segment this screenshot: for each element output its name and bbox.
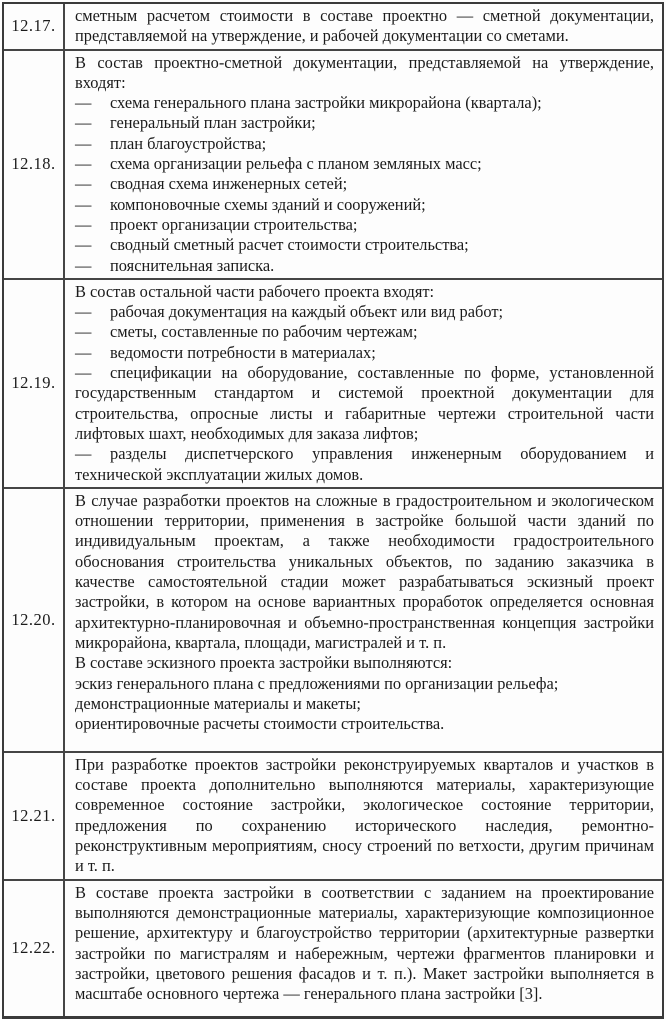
clause-content [65, 489, 662, 751]
clause-number: 12.20. [4, 489, 65, 751]
table-row [4, 487, 662, 751]
clause-number: 12.22. [4, 881, 65, 1016]
table-row [4, 4, 662, 49]
dash-marker: — [75, 113, 92, 133]
clause-number: 12.17. [4, 4, 65, 49]
dash-marker: — [75, 133, 92, 153]
dash-item-text: генеральный план застройки; [110, 113, 316, 133]
clauses-table [2, 2, 664, 1019]
clause-content [65, 753, 662, 879]
table-row [4, 751, 662, 879]
dash-list-item [75, 235, 654, 255]
dash-list-item [75, 302, 654, 322]
clause-content [65, 280, 662, 487]
dash-item-text: разделы диспетчерского управления инженерным оборудованием и технической эксплуатации жилых домов. [75, 444, 654, 484]
dash-item-text: план благоустройства; [110, 133, 267, 153]
clause-content [65, 4, 662, 49]
dash-marker: — [75, 235, 92, 255]
dash-list-item [75, 174, 654, 194]
table-row [4, 278, 662, 487]
dash-list-item [75, 256, 654, 276]
dash-marker: — [75, 214, 92, 234]
dash-list-item [75, 93, 654, 113]
paragraph: демонстрационные материалы и макеты; [75, 693, 361, 713]
table-row [4, 879, 662, 1016]
paragraph: ориентировочные расчеты стоимости строительства. [75, 714, 445, 734]
dash-item-text: схема генерального плана застройки микрорайона (квартала); [110, 93, 542, 113]
dash-item-text: проект организации строительства; [110, 214, 358, 234]
dash-list-item [75, 215, 654, 235]
clause-content [65, 881, 662, 1016]
clause-content [65, 51, 662, 278]
paragraph: При разработке проектов застройки реконструируемых кварталов и участков в составе проекта дополнительно выполняются материалы, характеризующие современное состояние застройки, экологическое состояние территории, предложения по сохранению исторического наследия, ремонтно-реконструктивным мероприятиям, сносу строений по ветхости, другим причинам и т. п. [75, 754, 654, 876]
dash-item-text: сводный сметный расчет стоимости строительства; [110, 235, 469, 255]
dash-marker: — [75, 255, 92, 275]
dash-item-text: ведомости потребности в материалах; [110, 342, 376, 362]
paragraph: В случае разработки проектов на сложные в градостроительном и экологическом отношении территории, применения в застройке большой части зданий по индивидуальным проектам, а также необходимости градостроительного обоснования строительства уникальных объектов, по заданию заказчика в качестве самостоятельной стадии может разрабатываться эскизный проект застройки, в котором на основе вариантных проработок определяется основная архитектурно-планировочная и объемно-пространственная концепция застройки микрорайона, квартала, площади, магистралей и т. п. [75, 490, 654, 652]
paragraph: эскиз генерального плана с предложениями по организации рельефа; [75, 673, 559, 693]
dash-list-item [75, 134, 654, 154]
clause-number: 12.21. [4, 753, 65, 879]
dash-item-text: сметы, составленные по рабочим чертежам; [110, 322, 418, 342]
dash-list-item [75, 195, 654, 215]
clause-number: 12.19. [4, 280, 65, 487]
dash-list-item [75, 322, 654, 342]
paragraph: В составе проекта застройки в соответствии с заданием на проектирование выполняются демонстрационные материалы, характеризующие композиционное решение, архитектуру и благоустройство территории (архитектурные развертки застройки по магистралям и набережным, чертежи фрагментов планировки и застройки, цветового решения фасадов и т. п.). Макет застройки выполняется в масштабе основного чертежа — генерального плана застройки [3]. [75, 882, 654, 1004]
dash-marker: — [75, 444, 92, 464]
paragraph: сметным расчетом стоимости в составе проектно — сметной документации, представляемой на утверждение, и рабочей документации со сметами. [75, 6, 654, 46]
dash-marker: — [75, 342, 92, 362]
dash-marker: — [75, 322, 92, 342]
dash-marker: — [75, 302, 92, 322]
dash-item-text: пояснительная записка. [110, 255, 275, 275]
table-row [4, 49, 662, 278]
dash-list-item [75, 363, 654, 444]
dash-marker: — [75, 194, 92, 214]
dash-marker: — [75, 363, 92, 383]
dash-list-item [75, 343, 654, 363]
dash-marker: — [75, 154, 92, 174]
dash-item-text: сводная схема инженерных сетей; [110, 174, 348, 194]
dash-list-item [75, 113, 654, 133]
dash-marker: — [75, 93, 92, 113]
dash-marker: — [75, 174, 92, 194]
clause-number: 12.18. [4, 51, 65, 278]
dash-item-text: рабочая документация на каждый объект или вид работ; [110, 302, 504, 322]
dash-item-text: спецификации на оборудование, составленные по форме, установленной государственным стандартом и системой проектной документации для строительства, опросные листы и габаритные чертежи строительной части лифтовых шахт, необходимых для заказа лифтов; [75, 363, 654, 443]
dash-item-text: компоновочные схемы зданий и сооружений; [110, 194, 426, 214]
dash-item-text: схема организации рельефа с планом земляных масс; [110, 154, 482, 174]
dash-list-item [75, 154, 654, 174]
paragraph: В состав остальной части рабочего проекта входят: [75, 281, 435, 301]
dash-list-item [75, 444, 654, 485]
paragraph: В состав проектно-сметной документации, представляемой на утверждение, входят: [75, 52, 654, 92]
paragraph: В составе эскизного проекта застройки выполняются: [75, 653, 453, 673]
